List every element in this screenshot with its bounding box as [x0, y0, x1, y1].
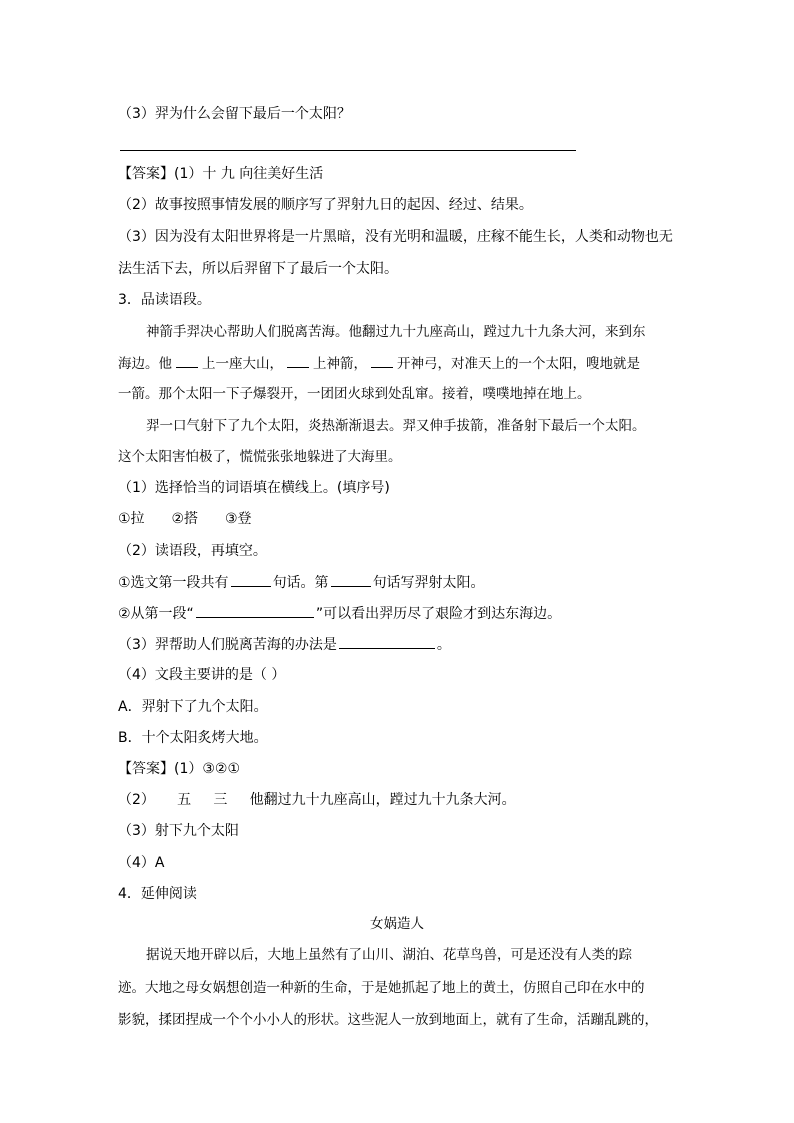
option-a: A．羿射下了九个太阳。 [118, 699, 268, 715]
passage-title: 女娲造人 [370, 916, 424, 932]
question-3-2-a [118, 572, 485, 593]
fill-blank[interactable] [176, 353, 198, 368]
question-3-2: （2）读语段，再填空。 [118, 543, 267, 559]
question-text: 。 [436, 637, 451, 653]
answer-1-line2: （2）故事按照事情发展的顺序写了羿射九日的起因、经过、结果。 [118, 197, 533, 213]
option-la: ①拉 [118, 511, 145, 527]
question-text: ②从第一段“ [118, 606, 194, 622]
passage2-line3: 影貌，揉团捏成一个个小小人的形状。这些泥人一放到地面上，就有了生命，活蹦乱跳的， [118, 1012, 658, 1028]
question-3-sub3: （3）羿为什么会留下最后一个太阳？ [118, 106, 351, 122]
fill-blank[interactable] [339, 634, 435, 649]
answer-line [120, 150, 576, 151]
passage2-line2: 迹。大地之母女娲想创造一种新的生命，于是她抓起了地上的黄土，仿照自己印在水中的 [118, 980, 645, 996]
fill-blank[interactable] [196, 603, 314, 618]
answer-1-line4: 法生活下去，所以后羿留下了最后一个太阳。 [118, 261, 398, 277]
word-options [118, 509, 252, 529]
passage-text: 海边。他 [118, 356, 172, 372]
question-text: （3）羿帮助人们脱离苦海的办法是 [118, 637, 337, 653]
answer-2-line4: （4）A [118, 855, 165, 871]
fill-blank[interactable] [287, 353, 309, 368]
passage-p1-line2 [118, 353, 640, 374]
question-3-2-b [118, 603, 561, 624]
passage-p1-line3: 一箭。那个太阳一下子爆裂开，一团团火球到处乱窜。接着，噗噗地掉在地上。 [118, 386, 591, 402]
passage-p2-line1: 羿一口气射下了九个太阳，炎热渐渐退去。羿又伸手拔箭，准备射下最后一个太阳。 [146, 418, 646, 434]
passage-text: 上一座大山， [202, 356, 283, 372]
answer-1-line3: （3）因为没有太阳世界将是一片黑暗，没有光明和温暖，庄稼不能生长，人类和动物也无 [118, 229, 673, 245]
question-text: 句话写羿射太阳。 [372, 575, 485, 591]
option-b: B．十个太阳炙烤大地。 [118, 730, 268, 746]
fill-blank[interactable] [231, 572, 271, 587]
passage-text: 上神箭， [313, 356, 367, 372]
section-3-heading: 3．品读语段。 [118, 292, 211, 308]
passage-p2-line2: 这个太阳害怕极了，慌慌张张地躲进了大海里。 [118, 449, 402, 465]
question-text: ”可以看出羿历尽了艰险才到达东海边。 [315, 606, 562, 622]
question-3-4: （4）文段主要讲的是（ ） [118, 667, 286, 683]
answer-2-line3: （3）射下九个太阳 [118, 823, 239, 839]
passage-text: 开神弓，对准天上的一个太阳，嗖地就是 [397, 356, 640, 372]
question-3-3 [118, 634, 451, 655]
answer-2-line2: （2） 五 三 他翻过九十九座高山，蹚过九十九条大河。 [118, 792, 516, 808]
answer-1-line1: 【答案】(1）十 九 向往美好生活 [118, 166, 324, 182]
fill-blank[interactable] [331, 572, 371, 587]
fill-blank[interactable] [371, 353, 393, 368]
section-4-heading: 4．延伸阅读 [118, 886, 197, 902]
option-deng: ③登 [224, 511, 252, 527]
passage2-line1: 据说天地开辟以后，大地上虽然有了山川、湖泊、花草鸟兽，可是还没有人类的踪 [146, 947, 632, 963]
question-text: 句话。第 [272, 575, 329, 591]
question-text: ①选文第一段共有 [118, 575, 229, 591]
option-da: ②搭 [171, 511, 199, 527]
answer-2-line1: 【答案】(1）③②① [118, 761, 241, 777]
passage-p1-line1: 神箭手羿决心帮助人们脱离苦海。他翻过九十九座高山，蹚过九十九条大河，来到东 [146, 324, 646, 340]
question-3-1: （1）选择恰当的词语填在横线上。(填序号) [118, 480, 390, 496]
